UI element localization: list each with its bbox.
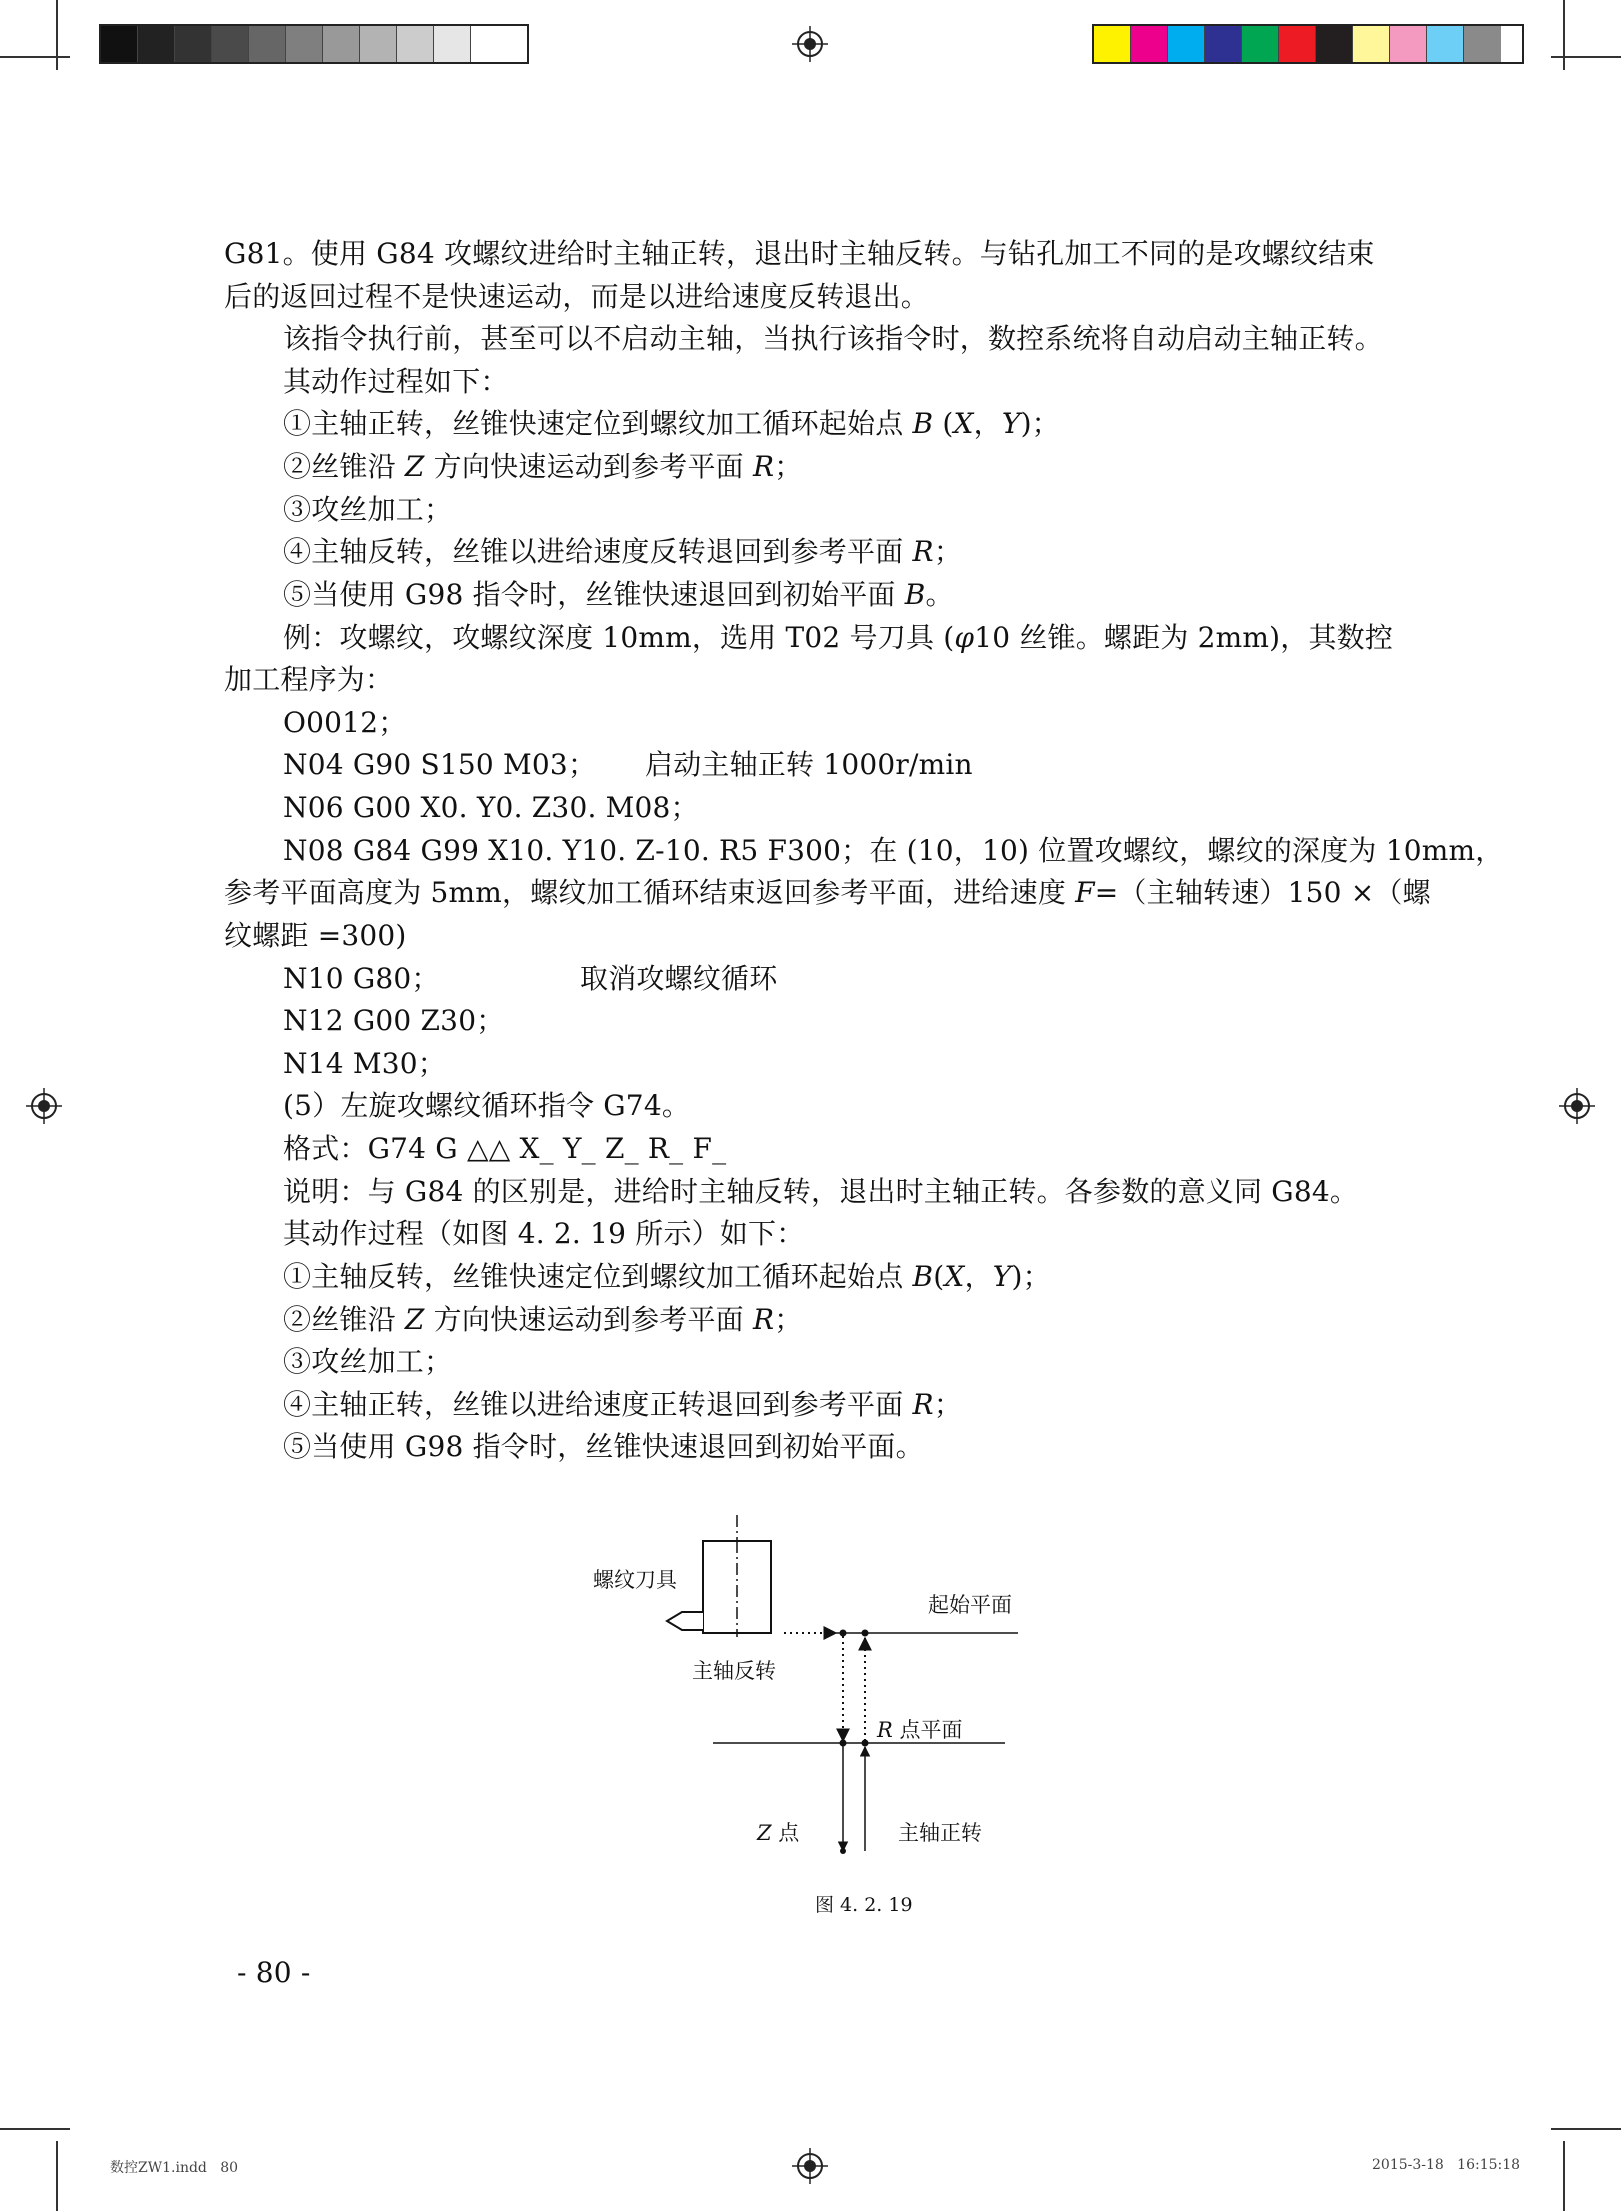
- step-line: ④主轴反转，丝锥以进给速度反转退回到参考平面 R；: [283, 535, 963, 568]
- paragraph-line: 参考平面高度为 5mm，螺纹加工循环结束返回参考平面，进给速度 F=（主轴转速）150 ×（螺: [224, 876, 1431, 909]
- paragraph-line: 纹螺距 =300): [224, 919, 407, 952]
- paragraph-line: 加工程序为：: [224, 663, 394, 696]
- code-comment: 启动主轴正转 1000r/min: [645, 748, 973, 781]
- spindle-forward-label: 主轴正转: [898, 1821, 982, 1845]
- code-line: N14 M30；: [283, 1047, 446, 1080]
- start-point-dot: [840, 1630, 847, 1637]
- footer-timestamp: 2015-3-18 16:15:18: [1372, 2157, 1521, 2173]
- paragraph-line: 该指令执行前，甚至可以不启动主轴，当执行该指令时，数控系统将自动启动主轴正转。: [283, 322, 1383, 355]
- code-line: N10 G80；: [283, 962, 440, 995]
- code-line: N12 G00 Z30；: [283, 1004, 505, 1037]
- code-line: N08 G84 G99 X10. Y10. Z-10. R5 F300；在 (10，10) 位置攻螺纹，螺纹的深度为 10mm，: [283, 834, 1504, 867]
- step-line: ②丝锥沿 Z 方向快速运动到参考平面 R；: [283, 1303, 803, 1336]
- step-line: ③攻丝加工；: [283, 493, 453, 526]
- r-plane-label: R 点平面: [877, 1718, 963, 1742]
- paragraph-line: G81。使用 G84 攻螺纹进给时主轴正转，退出时主轴反转。与钻孔加工不同的是攻螺纹结束: [224, 237, 1375, 270]
- start-plane-label: 起始平面: [928, 1593, 1012, 1617]
- spindle-reverse-label: 主轴反转: [692, 1659, 776, 1683]
- r-point-dot: [862, 1740, 869, 1747]
- paragraph-line: 后的返回过程不是快速运动，而是以进给速度反转退出。: [224, 280, 930, 313]
- tool-tip: [667, 1612, 703, 1630]
- z-point-dot: [840, 1848, 846, 1854]
- code-line: N06 G00 X0. Y0. Z30. M08；: [283, 791, 699, 824]
- paragraph-line: 说明：与 G84 的区别是，进给时主轴反转，退出时主轴正转。各参数的意义同 G84。: [283, 1175, 1359, 1208]
- step-line: ⑤当使用 G98 指令时，丝锥快速退回到初始平面 B。: [283, 578, 954, 611]
- z-point-label: Z 点: [757, 1821, 800, 1845]
- step-line: ①主轴反转，丝锥快速定位到螺纹加工循环起始点 B(X，Y)；: [283, 1260, 1051, 1293]
- page-number: - 80 -: [237, 1956, 311, 1989]
- start-point-dot: [862, 1630, 869, 1637]
- footer-file-name: 数控ZW1.indd 80: [110, 2160, 239, 2176]
- step-line: ①主轴正转，丝锥快速定位到螺纹加工循环起始点 B (X，Y)；: [283, 407, 1060, 440]
- r-point-dot: [840, 1740, 847, 1747]
- step-line: ②丝锥沿 Z 方向快速运动到参考平面 R；: [283, 450, 803, 483]
- figure-caption: 图 4. 2. 19: [815, 1894, 913, 1916]
- code-comment: 取消攻螺纹循环: [580, 962, 778, 995]
- paragraph-line: 例：攻螺纹，攻螺纹深度 10mm，选用 T02 号刀具 (φ10 丝锥。螺距为 2mm)，其数控: [283, 621, 1394, 654]
- paragraph-line: 其动作过程如下：: [283, 365, 509, 398]
- step-line: ⑤当使用 G98 指令时，丝锥快速退回到初始平面。: [283, 1430, 924, 1463]
- code-line: O0012；: [283, 706, 407, 739]
- section-heading: (5）左旋攻螺纹循环指令 G74。: [283, 1089, 691, 1122]
- tool-label: 螺纹刀具: [593, 1568, 677, 1592]
- code-line: N04 G90 S150 M03；: [283, 748, 597, 781]
- paragraph-line: 其动作过程（如图 4. 2. 19 所示）如下：: [283, 1217, 805, 1250]
- step-line: ③攻丝加工；: [283, 1345, 453, 1378]
- paragraph-line: 格式：G74 G △△ X_ Y_ Z_ R_ F_: [283, 1132, 727, 1165]
- step-line: ④主轴正转，丝锥以进给速度正转退回到参考平面 R；: [283, 1388, 963, 1421]
